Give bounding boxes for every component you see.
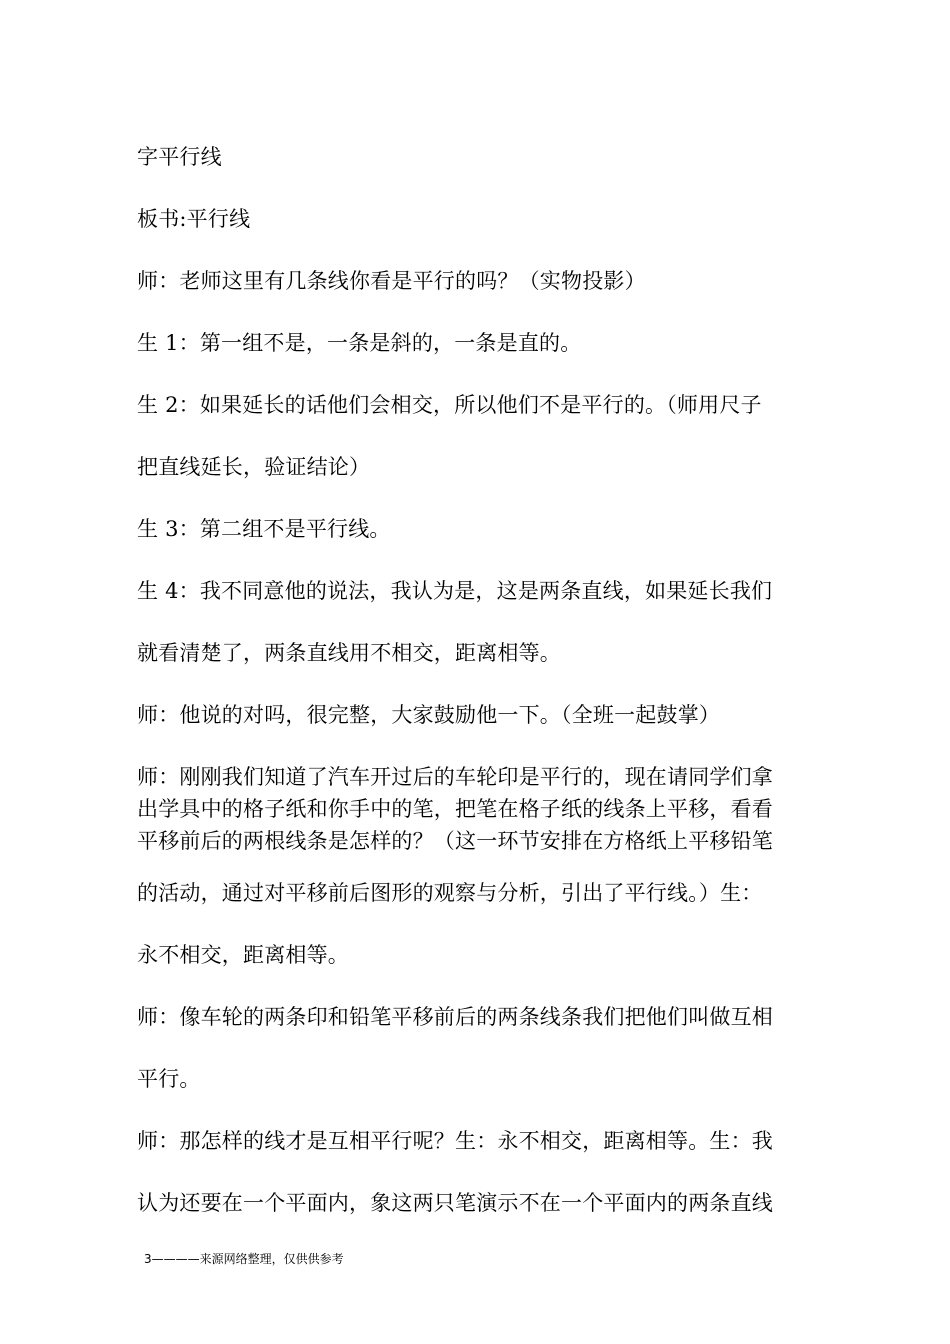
text-line: 生 2：如果延长的话他们会相交，所以他们不是平行的。（师用尺子 [137,393,762,417]
text-line: 师：刚刚我们知道了汽车开过后的车轮印是平行的，现在请同学们拿 [137,765,773,789]
text-line: 永不相交，距离相等。 [137,943,349,967]
text-line: 师：老师这里有几条线你看是平行的吗？（实物投影） [137,269,646,293]
text-line: 板书:平行线 [137,207,251,231]
text-line: 把直线延长，验证结论） [137,455,371,479]
text-line: 师：像车轮的两条印和铅笔平移前后的两条线条我们把他们叫做互相 [137,1005,773,1029]
text-line: 师：他说的对吗，很完整，大家鼓励他一下。（全班一起鼓掌） [137,703,721,727]
text-line: 生 4：我不同意他的说法，我认为是，这是两条直线，如果延长我们 [137,579,773,603]
text-line: 平行。 [137,1067,201,1091]
text-line: 就看清楚了，两条直线用不相交，距离相等。 [137,641,561,665]
text-line: 认为还要在一个平面内，象这两只笔演示不在一个平面内的两条直线 [137,1191,773,1215]
text-line: 字平行线 [137,145,222,169]
text-line: 平移前后的两根线条是怎样的？（这一环节安排在方格纸上平移铅笔 [137,829,773,853]
text-line: 出学具中的格子纸和你手中的笔，把笔在格子纸的线条上平移，看看 [137,797,773,821]
text-line: 的活动，通过对平移前后图形的观察与分析，引出了平行线。）生： [137,881,763,905]
text-line: 生 1：第一组不是，一条是斜的，一条是直的。 [137,331,582,355]
page-footer: 3————来源网络整理，仅供供参考 [144,1252,344,1266]
text-line: 师：那怎样的线才是互相平行呢？生：永不相交，距离相等。生：我 [137,1129,773,1153]
text-line: 生 3：第二组不是平行线。 [137,517,391,541]
